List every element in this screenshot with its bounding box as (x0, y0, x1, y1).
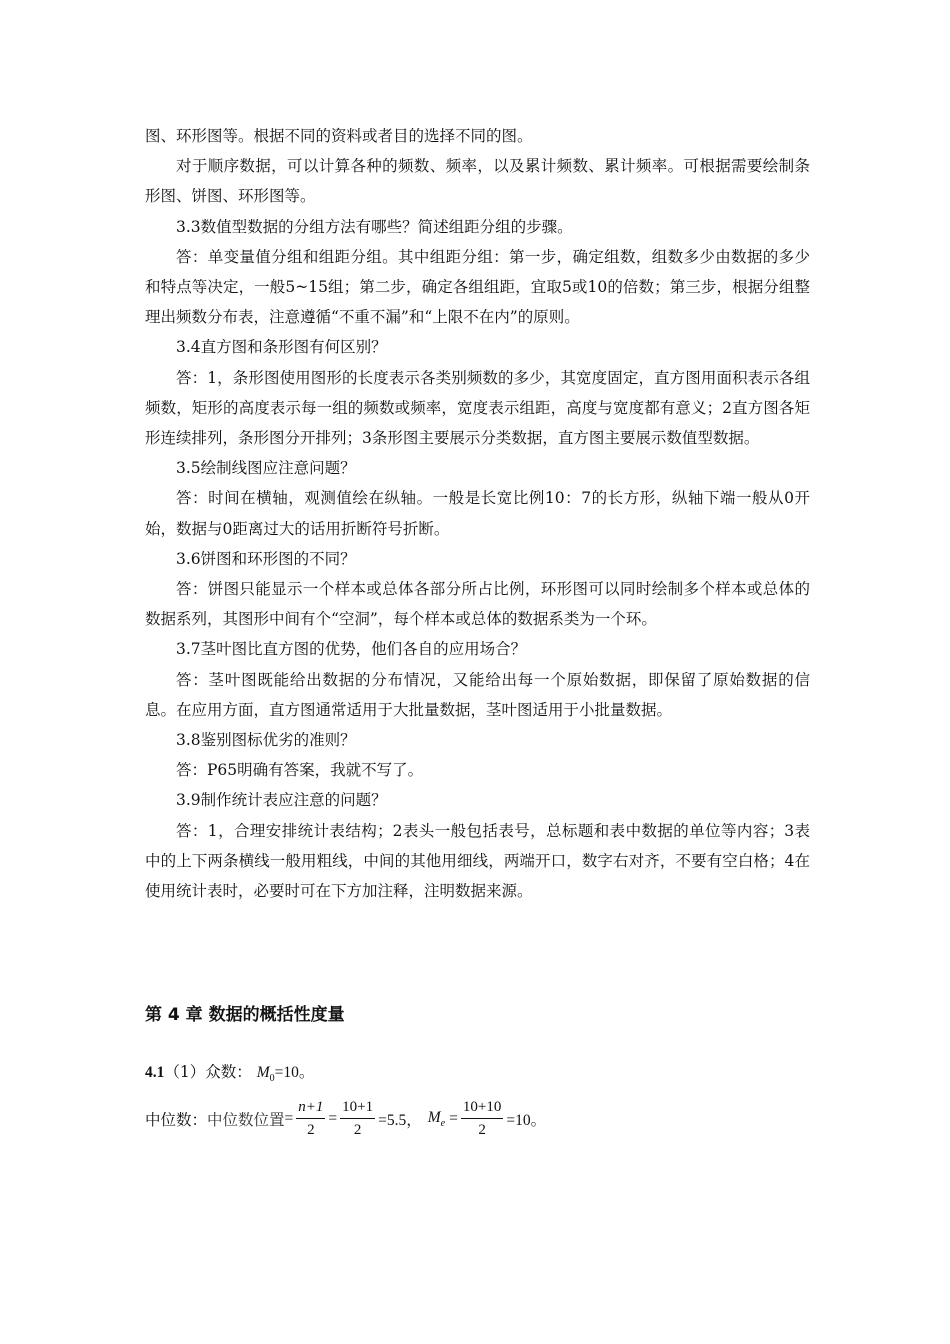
equals-sign: = (449, 1109, 458, 1127)
mode-prefix: （1）众数： (164, 1063, 252, 1081)
median-position-label: 中位数位置 (207, 1110, 285, 1129)
paragraph: 3.5绘制线图应注意问题？ (176, 459, 356, 478)
paragraph: 答：1，条形图使用图形的长度表示各类别频数的多少，其宽度固定，直方图用面积表示各组频数，矩形的高度表示每一组的频数或频率，宽度表示组距，高度与宽度都有意义；2直方图各矩形连续排列，条形图分开排列；3条形图主要展示分类数据，直方图主要展示数值型数据。 (145, 368, 810, 448)
paragraph: 对于顺序数据，可以计算各种的频数、频率，以及累计频数、累计频率。可根据需要绘制条形图、饼图、环形图等。 (145, 157, 810, 206)
paragraph: 图、环形图等。根据不同的资料或者目的选择不同的图。 (145, 127, 533, 145)
paragraph: 答：单变量值分组和组距分组。其中组距分组：第一步，确定组数，组数多少由数据的多少和特点等决定，一般5~15组；第二步，确定各组组距，宜取5或10的倍数；第三步，根据分组整理出频数分布表，注意遵循“不重不漏”和“上限不在内”的原则。 (145, 247, 810, 327)
equals-sign: = (328, 1109, 338, 1127)
fraction-10-plus-10: $\frac{10+10}{2}$ (462, 1099, 502, 1138)
median-result: =10。 (506, 1111, 547, 1129)
median-variable: $M_e$ (427, 1108, 446, 1129)
median-position-result: =5.5， (378, 1111, 422, 1129)
chapter-heading: 第 4 章 数据的概括性度量 (145, 1005, 345, 1025)
median-label: 中位数： (145, 1110, 208, 1129)
paragraph: 3.9制作统计表应注意的问题？ (176, 791, 387, 810)
paragraph: 3.4直方图和条形图有何区别？ (176, 338, 387, 357)
paragraph: 3.6饼图和环形图的不同？ (176, 549, 356, 568)
question-number: 4.1 (145, 1064, 165, 1081)
question-4-1-mode (145, 1060, 314, 1084)
paragraph: 答：P65明确有答案，我就不写了。 (176, 761, 424, 780)
mode-end: 。 (298, 1063, 315, 1081)
median-formula (145, 1098, 546, 1139)
fraction-n-plus-1: $\frac{n+1}{2}$ (298, 1099, 324, 1138)
paragraph: 答：茎叶图既能给出数据的分布情况，又能给出每一个原始数据，即保留了原始数据的信息。在应用方面，直方图通常适用于大批量数据，茎叶图适用于小批量数据。 (145, 670, 810, 719)
paragraph: 答：饼图只能显示一个样本或总体各部分所占比例，环形图可以同时绘制多个样本或总体的数据系列，其图形中间有个“空洞”，每个样本或总体的数据系类为一个环。 (145, 580, 810, 629)
fraction-10-plus-1: $\frac{10+1}{2}$ (342, 1099, 374, 1138)
mode-value: =10 (274, 1064, 299, 1081)
paragraph: 3.3数值型数据的分组方法有哪些？简述组距分组的步骤。 (176, 217, 573, 236)
paragraph: 3.7茎叶图比直方图的优势，他们各自的应用场合？ (176, 640, 527, 659)
paragraph: 答：时间在横轴，观测值绘在纵轴。一般是长宽比例10：7的长方形，纵轴下端一般从0开始，数据与0距离过大的话用折断符号折断。 (145, 489, 810, 538)
paragraph: 3.8鉴别图标优劣的准则？ (176, 731, 356, 750)
paragraph: 答：1，合理安排统计表结构；2表头一般包括表号，总标题和表中数据的单位等内容；3表中的上下两条横线一般用粗线，中间的其他用细线，两端开口，数字右对齐，不要有空白格；4在使用统计表时，必要时可在下方加注释，注明数据来源。 (145, 821, 810, 901)
body-text (145, 121, 810, 906)
equals-sign: = (284, 1109, 294, 1127)
mode-variable: $M_0$ (256, 1064, 275, 1084)
